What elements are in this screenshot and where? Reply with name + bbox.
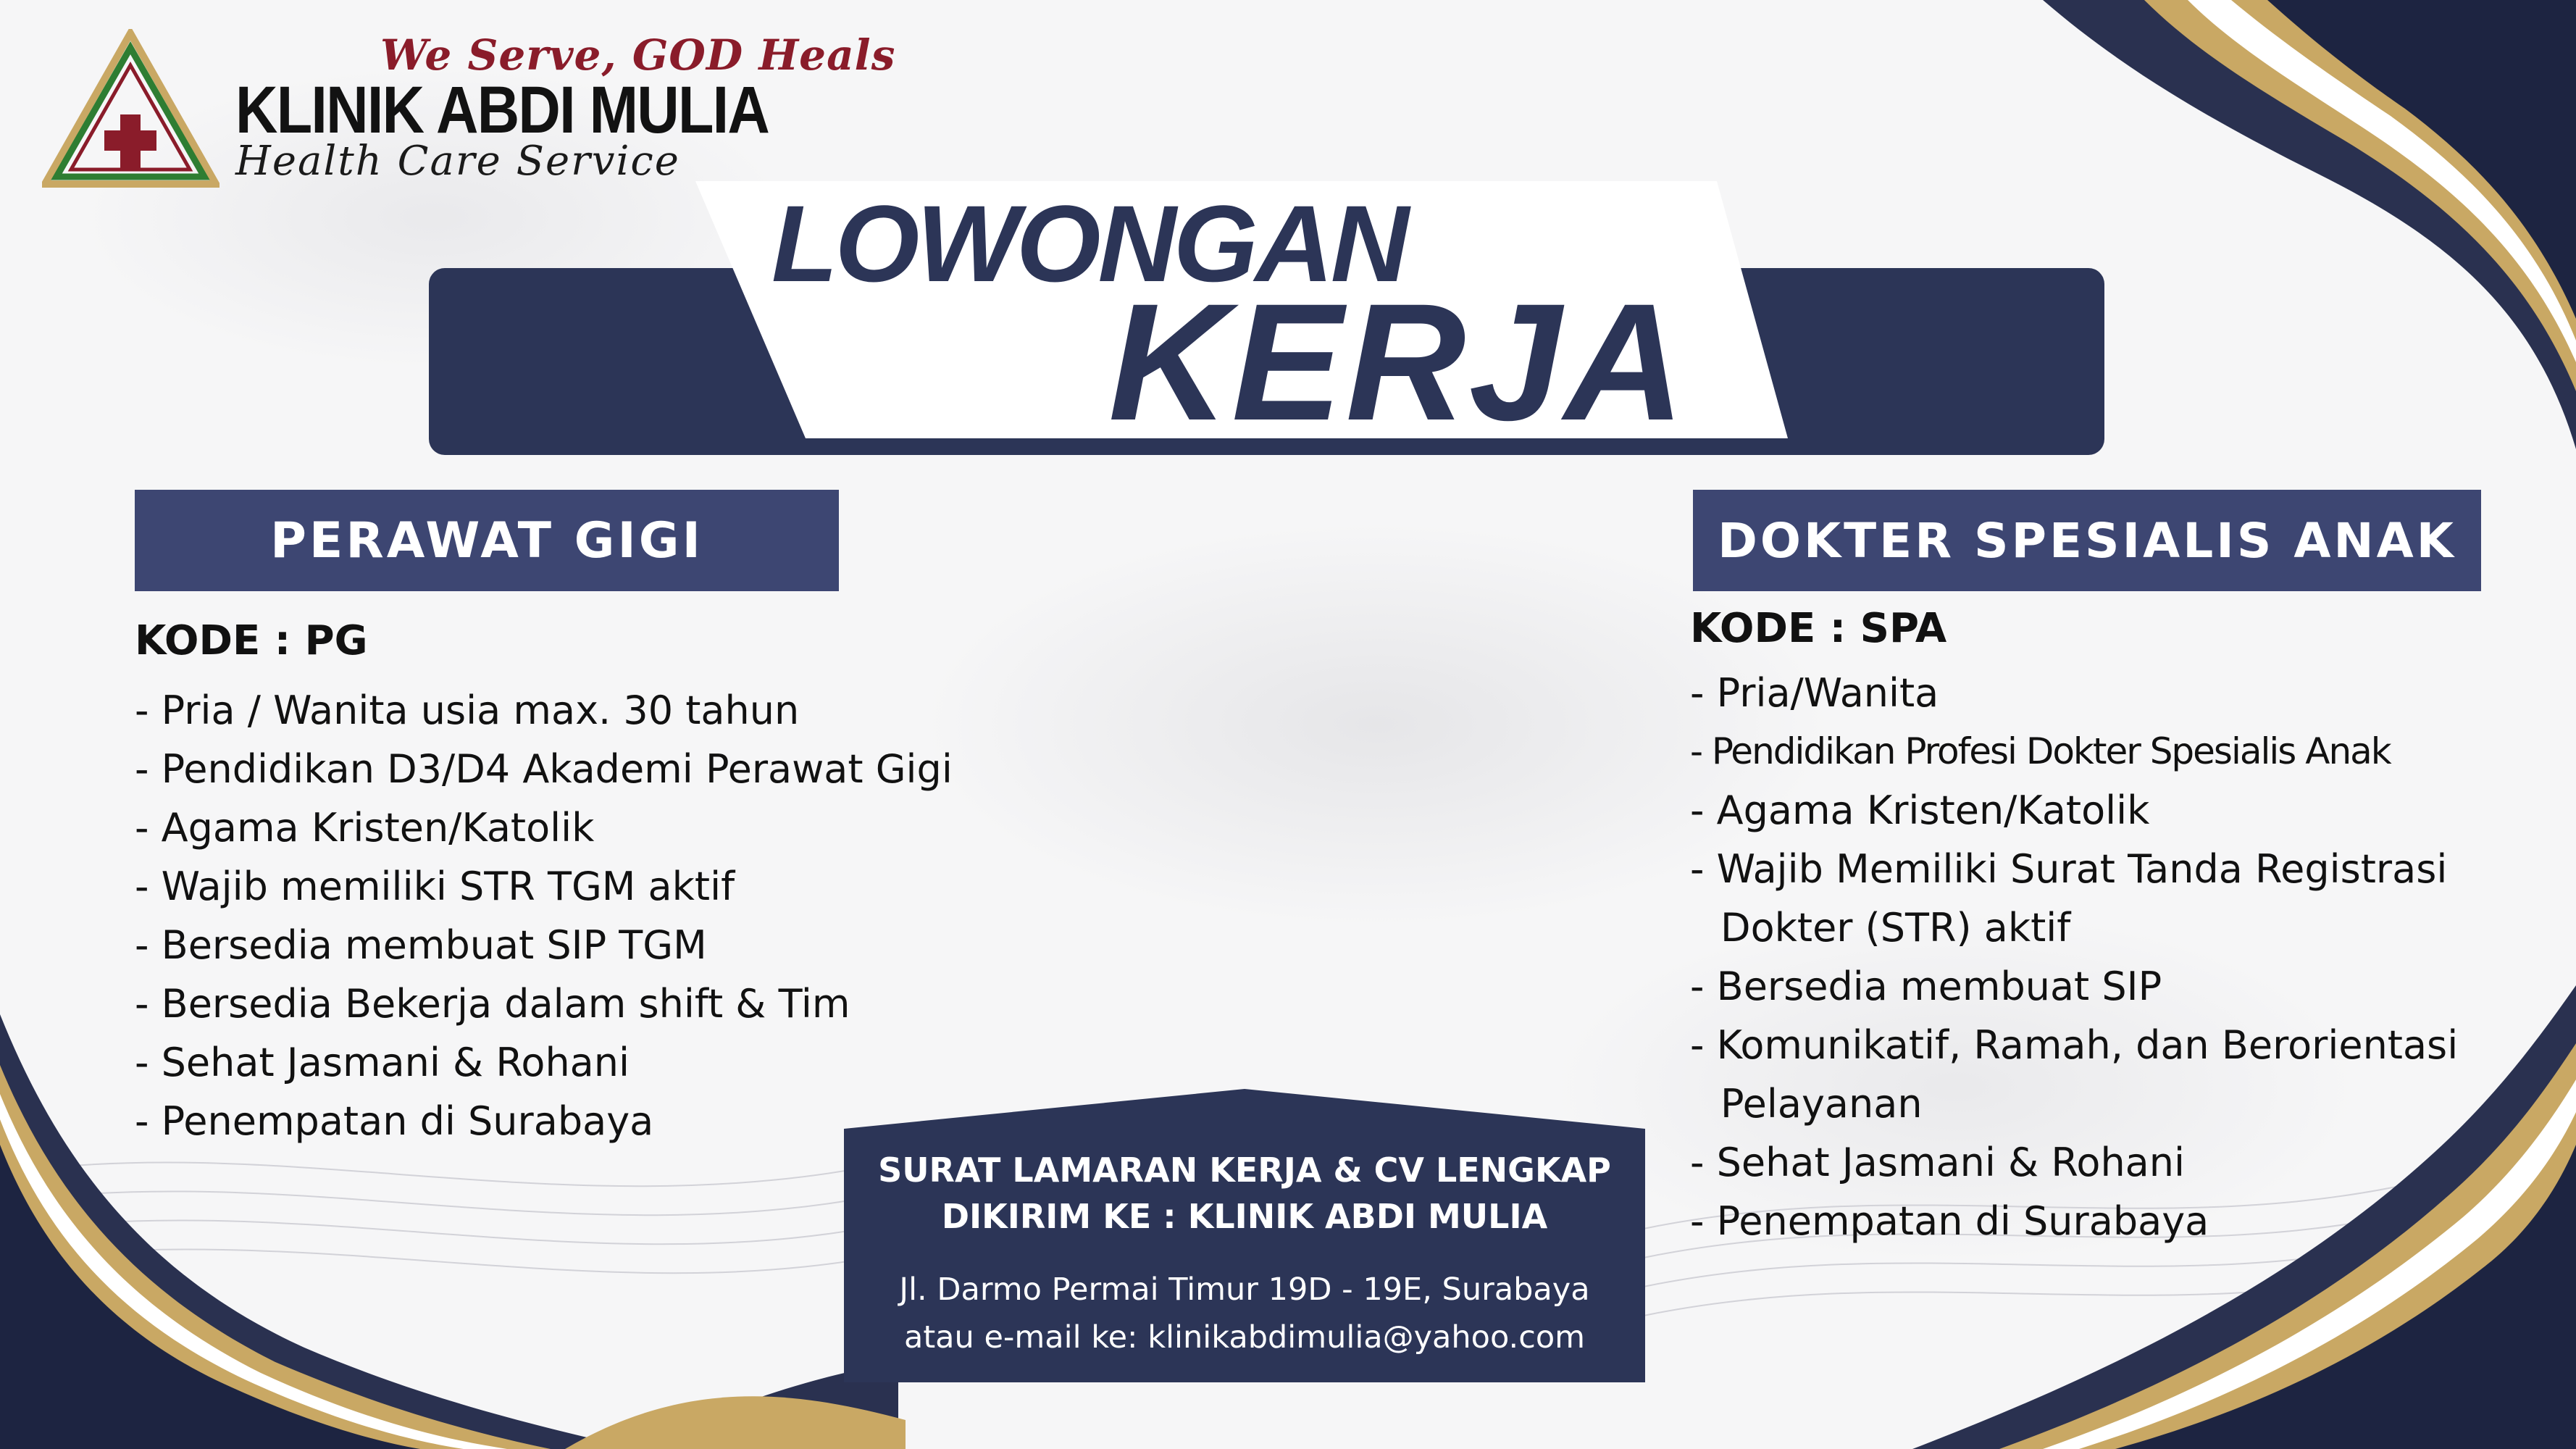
- headline-title-line2: KERJA: [1108, 269, 1688, 455]
- list-item: - Pria/Wanita: [1690, 670, 1939, 716]
- list-item: Dokter (STR) aktif: [1720, 905, 2071, 951]
- right-requirements-list: [1690, 664, 2458, 1250]
- list-item: - Wajib memiliki STR TGM aktif: [135, 864, 735, 909]
- list-item: - Agama Kristen/Katolik: [1690, 788, 2150, 833]
- list-item: - Pendidikan D3/D4 Akademi Perawat Gigi: [135, 746, 953, 792]
- left-job-code: KODE : PG: [135, 617, 368, 664]
- list-item: - Pendidikan Profesi Dokter Spesialis Anak: [1690, 730, 2391, 772]
- list-item: - Bersedia membuat SIP TGM: [135, 922, 707, 968]
- right-job-title: DOKTER SPESIALIS ANAK: [1693, 490, 2481, 591]
- list-item: - Bersedia membuat SIP: [1690, 964, 2162, 1009]
- logo-subtitle: Health Care Service: [235, 138, 680, 185]
- headline-title-line1: LOWONGAN: [771, 183, 1407, 304]
- contact-heading-line1: SURAT LAMARAN KERJA & CV LENGKAP: [878, 1151, 1611, 1190]
- contact-heading-line2: DIKIRIM KE : KLINIK ABDI MULIA: [941, 1197, 1548, 1236]
- right-job-code: KODE : SPA: [1690, 605, 1947, 652]
- list-item: - Sehat Jasmani & Rohani: [135, 1040, 630, 1085]
- left-job-title: PERAWAT GIGI: [135, 490, 839, 591]
- list-item: - Penempatan di Surabaya: [135, 1098, 654, 1144]
- list-item: - Penempatan di Surabaya: [1690, 1198, 2209, 1244]
- logo-name: KLINIK ABDI MULIA: [235, 73, 769, 147]
- list-item: - Wajib Memiliki Surat Tanda Registrasi: [1690, 846, 2448, 892]
- list-item: - Sehat Jasmani & Rohani: [1690, 1140, 2185, 1185]
- list-item: - Pria / Wanita usia max. 30 tahun: [135, 688, 800, 733]
- list-item: - Komunikatif, Ramah, dan Berorientasi: [1690, 1022, 2459, 1068]
- list-item: Pelayanan: [1720, 1081, 1923, 1127]
- list-item: - Bersedia Bekerja dalam shift & Tim: [135, 981, 850, 1027]
- list-item: - Agama Kristen/Katolik: [135, 805, 595, 851]
- contact-email: atau e-mail ke: klinikabdimulia@yahoo.com: [903, 1319, 1586, 1356]
- logo-tagline: We Serve, GOD Heals: [380, 30, 896, 80]
- contact-address: Jl. Darmo Permai Timur 19D - 19E, Surabaya: [899, 1271, 1590, 1308]
- left-requirements-list: [135, 681, 953, 1151]
